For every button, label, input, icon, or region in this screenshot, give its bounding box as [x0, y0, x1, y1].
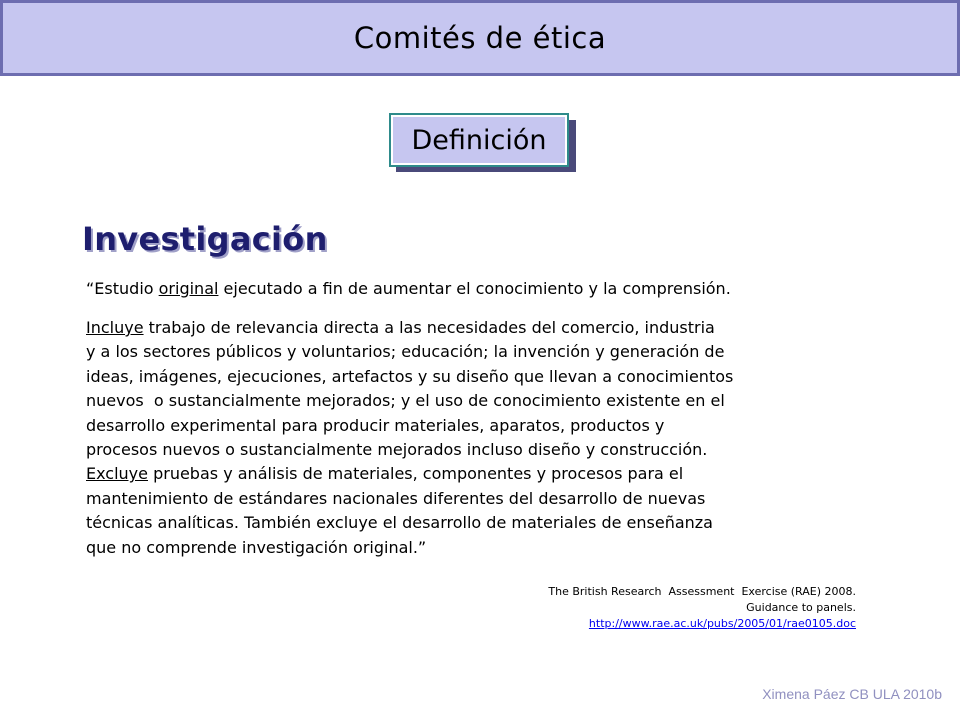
quote-line-3: y a los sectores públicos y voluntarios; educación; la invención y generación de [86, 342, 725, 362]
quote-line-8 [86, 462, 886, 486]
quote-line-6: desarrollo experimental para producir materiales, aparatos, productos y [86, 415, 665, 435]
citation-title: Guidance to panels. [746, 601, 856, 614]
quote-line-2-text: trabajo de relevancia directa a las necesidades del comercio, industria [143, 318, 715, 337]
slide-title-bar [0, 0, 960, 76]
quote-line-4: ideas, imágenes, ejecuciones, artefactos y su diseño que llevan a conocimientos [86, 366, 734, 386]
section-label: Definición [411, 124, 547, 156]
quote-line-10: técnicas analíticas. También excluye el desarrollo de materiales de enseñanza [86, 513, 713, 533]
citation-link[interactable]: http://www.rae.ac.uk/pubs/2005/01/rae0105.doc [588, 617, 856, 630]
quote-line-9: mantenimiento de estándares nacionales diferentes del desarrollo de nuevas [86, 488, 706, 508]
quote-body [86, 316, 886, 560]
quote-line-8-text: pruebas y análisis de materiales, componentes y procesos para el [148, 464, 684, 484]
citation-block [548, 584, 856, 632]
citation-source: The British Research Assessment Exercise (RAE) 2008. [548, 585, 856, 598]
quote-line1-pre: Estudio [94, 279, 159, 298]
quote-original-word: original [158, 279, 219, 298]
quote-line-2 [86, 316, 886, 340]
definition-heading: Investigación [82, 220, 328, 258]
quote-line-5: nuevos o sustancialmente mejorados; y el uso de conocimiento existente en el [86, 391, 725, 411]
includes-label: Incluye [86, 318, 144, 337]
footer-credit: Ximena Páez CB ULA 2010b [762, 686, 942, 702]
excludes-label: Excluye [86, 464, 148, 484]
section-label-box [391, 115, 567, 165]
quote-open-mark: “ [86, 279, 95, 298]
slide-title: Comités de ética [353, 21, 607, 55]
quote-line1-post: ejecutado a fin de aumentar el conocimiento y la comprensión. [218, 279, 731, 298]
quote-line-11: que no comprende investigación original.” [86, 537, 427, 557]
quote-first-line [86, 278, 886, 300]
quote-line-7: procesos nuevos o sustancialmente mejorados incluso diseño y construcción. [86, 440, 708, 460]
